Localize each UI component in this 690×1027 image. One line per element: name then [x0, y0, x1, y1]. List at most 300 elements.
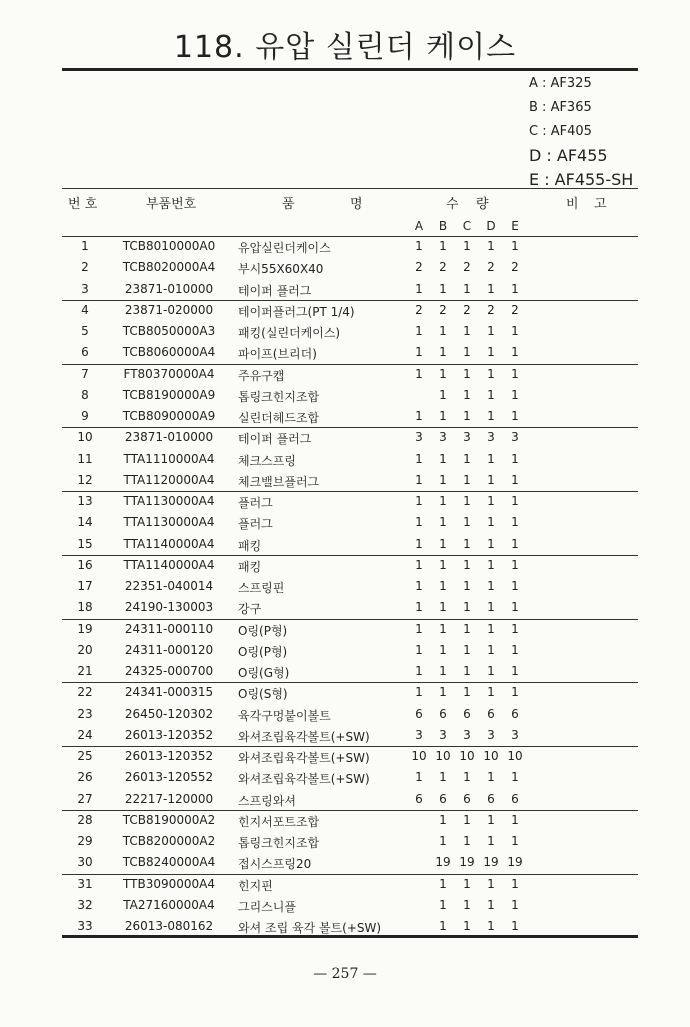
qty-c: 1 [463, 345, 471, 360]
qty-col-a: A [414, 219, 424, 233]
qty-d: 1 [487, 387, 495, 402]
part-name: 와셔 조립 육각 볼트(+SW) [238, 921, 382, 935]
qty-e: 1 [511, 536, 519, 551]
qty-b: 1 [439, 451, 447, 466]
model-a: A : AF325 [529, 76, 592, 91]
part-name: 스프링와셔 [238, 793, 296, 808]
qty-col-d: D [486, 219, 496, 233]
part-number: 24190-130003 [124, 600, 214, 615]
part-name: 체크스프링 [238, 453, 296, 468]
header-name-1: 품 [282, 197, 295, 212]
qty-a: 1 [415, 642, 423, 657]
qty-c: 3 [463, 727, 471, 742]
qty-c: 1 [463, 834, 471, 848]
row-number: 27 [77, 791, 93, 806]
qty-c: 1 [463, 600, 471, 615]
table-row [62, 449, 638, 470]
table-row [62, 704, 638, 725]
qty-e: 3 [511, 727, 519, 742]
qty-a: 10 [411, 749, 427, 763]
qty-d: 1 [487, 366, 495, 381]
qty-b: 1 [439, 387, 447, 402]
row-number: 7 [81, 366, 89, 381]
qty-b: 1 [439, 876, 447, 891]
qty-a: 2 [415, 260, 423, 275]
part-number: TCB8090000A9 [122, 409, 216, 423]
qty-a: 1 [415, 494, 423, 508]
part-name: 힌지서포트조합 [238, 814, 320, 829]
qty-b: 19 [435, 855, 451, 870]
row-number: 31 [77, 876, 93, 891]
qty-e: 1 [511, 409, 519, 423]
table-bottom-rule [62, 935, 638, 938]
qty-col-c: C [462, 219, 472, 233]
qty-e: 3 [511, 430, 519, 445]
part-number: TTA1130000A4 [123, 494, 215, 508]
qty-b: 1 [439, 621, 447, 636]
table-row [62, 236, 638, 257]
qty-d: 1 [487, 557, 495, 572]
qty-e: 1 [511, 664, 519, 678]
qty-a: 1 [415, 472, 423, 487]
qty-b: 1 [439, 685, 447, 700]
qty-b: 1 [439, 494, 447, 508]
row-number: 24 [77, 727, 93, 742]
qty-c: 6 [463, 791, 471, 806]
part-name: 와셔조립육각볼트(+SW) [238, 772, 370, 787]
row-number: 33 [77, 919, 93, 933]
qty-c: 1 [463, 770, 471, 785]
qty-e: 1 [511, 281, 519, 296]
table-row [62, 257, 638, 278]
table-row [62, 789, 638, 810]
qty-b: 6 [439, 706, 447, 721]
qty-d: 1 [487, 536, 495, 551]
row-number: 10 [77, 430, 93, 445]
qty-b: 1 [439, 281, 447, 296]
qty-c: 1 [463, 472, 471, 487]
qty-b: 1 [439, 770, 447, 785]
part-number: TCB8050000A3 [122, 324, 216, 338]
qty-d: 1 [487, 409, 495, 423]
qty-e: 19 [507, 855, 523, 870]
qty-e: 1 [511, 366, 519, 381]
qty-a: 1 [415, 451, 423, 466]
part-number: 23871-020000 [124, 302, 214, 317]
part-number: 24311-000110 [124, 621, 214, 636]
qty-a: 1 [415, 770, 423, 785]
header-no: 번 호 [68, 197, 98, 212]
qty-d: 1 [487, 494, 495, 508]
page-title: 118. 유압 실린더 케이스 [173, 30, 517, 65]
row-number: 1 [81, 239, 89, 253]
row-number: 3 [81, 281, 89, 296]
qty-c: 6 [463, 706, 471, 721]
page-number: — 257 — [313, 966, 377, 982]
qty-e: 1 [511, 239, 519, 253]
table-row [62, 895, 638, 916]
qty-d: 10 [483, 749, 499, 763]
part-number: 24311-000120 [124, 642, 214, 657]
qty-b: 1 [439, 345, 447, 360]
table-row [62, 300, 638, 321]
table-row [62, 576, 638, 597]
qty-b: 1 [439, 409, 447, 423]
qty-a: 6 [415, 791, 423, 806]
qty-b: 1 [439, 834, 447, 848]
title-rule [62, 68, 638, 71]
part-number: 22217-120000 [124, 791, 214, 806]
qty-d: 1 [487, 451, 495, 466]
row-number: 20 [77, 642, 93, 657]
qty-a: 3 [415, 430, 423, 445]
qty-b: 1 [439, 536, 447, 551]
table-row [62, 385, 638, 406]
table-row [62, 682, 638, 703]
qty-e: 1 [511, 642, 519, 657]
qty-a: 1 [415, 366, 423, 381]
table-row [62, 491, 638, 512]
row-number: 17 [77, 579, 93, 593]
part-name: 플러그 [238, 517, 273, 532]
part-name: 플러그 [238, 496, 273, 510]
part-name: 테이퍼플러그(PT 1/4) [238, 304, 355, 319]
qty-b: 6 [439, 791, 447, 806]
qty-e: 1 [511, 451, 519, 466]
part-number: FT80370000A4 [123, 366, 215, 381]
qty-d: 1 [487, 621, 495, 636]
model-d: D : AF455 [529, 146, 608, 165]
qty-d: 1 [487, 834, 495, 848]
qty-e: 1 [511, 515, 519, 530]
qty-b: 1 [439, 515, 447, 530]
qty-d: 1 [487, 239, 495, 253]
part-name: 접시스프링20 [238, 857, 312, 872]
qty-c: 1 [463, 387, 471, 402]
qty-c: 1 [463, 919, 471, 933]
row-number: 32 [77, 897, 93, 912]
qty-d: 1 [487, 770, 495, 785]
qty-c: 1 [463, 621, 471, 636]
table-row [62, 321, 638, 342]
qty-b: 10 [435, 749, 451, 763]
model-b: B : AF365 [529, 100, 592, 115]
table-row [62, 746, 638, 767]
part-number: 26013-120552 [124, 770, 214, 785]
part-name: 유압실린더케이스 [238, 241, 331, 255]
row-number: 12 [77, 472, 93, 487]
qty-c: 1 [463, 515, 471, 530]
table-row [62, 852, 638, 873]
part-number: TA27160000A4 [123, 897, 215, 912]
qty-a: 1 [415, 345, 423, 360]
qty-c: 1 [463, 685, 471, 700]
qty-b: 1 [439, 579, 447, 593]
qty-e: 1 [511, 557, 519, 572]
qty-a: 1 [415, 515, 423, 530]
qty-b: 1 [439, 919, 447, 933]
qty-b: 1 [439, 366, 447, 381]
row-number: 28 [77, 812, 93, 827]
part-name: 와셔조립육각볼트(+SW) [238, 751, 370, 765]
table-row [62, 767, 638, 788]
qty-c: 1 [463, 812, 471, 827]
part-number: 23871-010000 [124, 281, 214, 296]
qty-a: 1 [415, 536, 423, 551]
row-number: 18 [77, 600, 93, 615]
qty-d: 1 [487, 281, 495, 296]
header-qty-1: 수 [446, 197, 459, 212]
qty-a: 6 [415, 706, 423, 721]
qty-b: 1 [439, 239, 447, 253]
part-name: 체크밸브플러그 [238, 474, 320, 489]
table-row [62, 534, 638, 555]
header-remark-2: 고 [594, 197, 607, 212]
row-number: 15 [77, 536, 93, 551]
part-name: 테이퍼 플러그 [238, 283, 312, 298]
qty-a: 1 [415, 600, 423, 615]
qty-b: 1 [439, 897, 447, 912]
qty-a: 1 [415, 281, 423, 296]
qty-c: 1 [463, 897, 471, 912]
row-number: 9 [81, 409, 89, 423]
qty-a: 1 [415, 621, 423, 636]
table-row [62, 831, 638, 852]
qty-e: 1 [511, 812, 519, 827]
qty-e: 1 [511, 494, 519, 508]
qty-d: 1 [487, 345, 495, 360]
qty-c: 1 [463, 451, 471, 466]
qty-d: 19 [483, 855, 499, 870]
qty-c: 1 [463, 281, 471, 296]
qty-e: 2 [511, 302, 519, 317]
qty-b: 1 [439, 600, 447, 615]
model-c: C : AF405 [529, 124, 592, 139]
qty-d: 1 [487, 812, 495, 827]
qty-e: 1 [511, 897, 519, 912]
qty-b: 1 [439, 472, 447, 487]
header-remark-1: 비 [566, 197, 579, 212]
row-number: 8 [81, 387, 89, 402]
part-name: 주유구캡 [238, 368, 285, 383]
table-row [62, 470, 638, 491]
qty-e: 1 [511, 770, 519, 785]
qty-e: 1 [511, 600, 519, 615]
qty-d: 1 [487, 324, 495, 338]
table-row [62, 661, 638, 682]
row-number: 4 [81, 302, 89, 317]
model-legend [529, 72, 633, 192]
qty-c: 1 [463, 664, 471, 678]
part-name: O링(P형) [238, 623, 288, 638]
part-number: 26450-120302 [124, 706, 214, 721]
part-name: 톱링크힌지조합 [238, 836, 320, 850]
header-qty-2: 량 [476, 197, 489, 212]
qty-b: 1 [439, 642, 447, 657]
table-row [62, 916, 638, 937]
qty-d: 3 [487, 727, 495, 742]
part-number: TCB8240000A4 [122, 855, 216, 870]
qty-d: 1 [487, 876, 495, 891]
part-name: 패킹(실린더케이스) [238, 326, 341, 340]
qty-e: 1 [511, 324, 519, 338]
qty-a: 1 [415, 664, 423, 678]
table-row [62, 810, 638, 831]
part-number: TTB3090000A4 [123, 876, 215, 891]
table-row [62, 512, 638, 533]
header-part-number: 부품번호 [146, 197, 197, 212]
qty-c: 1 [463, 409, 471, 423]
part-number: 26013-080162 [124, 919, 214, 933]
qty-c: 2 [463, 302, 471, 317]
part-number: TTA1140000A4 [123, 557, 215, 572]
qty-c: 3 [463, 430, 471, 445]
part-number: 24341-000315 [124, 685, 214, 700]
model-e: E : AF455-SH [529, 170, 634, 189]
qty-d: 2 [487, 260, 495, 275]
part-number: TCB8060000A4 [122, 345, 216, 360]
part-number: TCB8020000A4 [122, 260, 216, 275]
row-number: 19 [77, 621, 93, 636]
qty-d: 1 [487, 685, 495, 700]
part-name: 파이프(브리더) [238, 347, 317, 362]
qty-col-e: E [511, 219, 519, 233]
qty-a: 1 [415, 324, 423, 338]
row-number: 2 [81, 260, 89, 275]
qty-c: 1 [463, 366, 471, 381]
part-number: 22351-040014 [124, 579, 214, 593]
qty-d: 1 [487, 515, 495, 530]
qty-c: 1 [463, 324, 471, 338]
qty-b: 1 [439, 557, 447, 572]
table-row [62, 874, 638, 895]
qty-a: 1 [415, 409, 423, 423]
table-row [62, 640, 638, 661]
qty-c: 1 [463, 536, 471, 551]
table-row [62, 364, 638, 385]
qty-a: 1 [415, 685, 423, 700]
qty-c: 10 [459, 749, 475, 763]
qty-b: 3 [439, 430, 447, 445]
qty-a: 1 [415, 579, 423, 593]
qty-e: 1 [511, 685, 519, 700]
qty-c: 19 [459, 855, 475, 870]
qty-a: 1 [415, 239, 423, 253]
part-number: TTA1120000A4 [123, 472, 215, 487]
part-name: 스프링핀 [238, 581, 285, 595]
qty-e: 6 [511, 791, 519, 806]
part-number: 26013-120352 [124, 749, 214, 763]
qty-d: 1 [487, 664, 495, 678]
part-name: 테이퍼 플러그 [238, 432, 312, 447]
qty-d: 2 [487, 302, 495, 317]
row-number: 30 [77, 855, 93, 870]
qty-e: 1 [511, 472, 519, 487]
row-number: 23 [77, 706, 93, 721]
qty-c: 1 [463, 494, 471, 508]
row-number: 26 [77, 770, 93, 785]
part-number: 23871-010000 [124, 430, 214, 445]
part-name: 강구 [238, 602, 262, 617]
part-number: TTA1110000A4 [123, 451, 215, 466]
qty-c: 1 [463, 642, 471, 657]
row-number: 6 [81, 345, 89, 360]
qty-b: 1 [439, 812, 447, 827]
qty-e: 1 [511, 579, 519, 593]
table-row [62, 406, 638, 427]
qty-e: 1 [511, 834, 519, 848]
qty-d: 1 [487, 919, 495, 933]
row-number: 25 [77, 749, 93, 763]
part-number: TTA1140000A4 [123, 536, 215, 551]
qty-c: 1 [463, 239, 471, 253]
part-name: 그리스니플 [238, 899, 296, 914]
qty-a: 1 [415, 557, 423, 572]
part-name: 부시55X60X40 [238, 262, 324, 277]
row-number: 13 [77, 494, 93, 508]
qty-e: 1 [511, 387, 519, 402]
qty-c: 2 [463, 260, 471, 275]
qty-d: 3 [487, 430, 495, 445]
row-number: 21 [77, 664, 93, 678]
part-name: 패킹 [238, 538, 262, 553]
part-number: TCB8200000A2 [122, 834, 216, 848]
part-name: O링(S형) [238, 687, 288, 702]
row-number: 11 [77, 451, 93, 466]
table-row [62, 279, 638, 300]
part-number: TTA1130000A4 [123, 515, 215, 530]
table-row [62, 725, 638, 746]
part-number: 26013-120352 [124, 727, 214, 742]
qty-e: 1 [511, 919, 519, 933]
header-name-2: 명 [350, 197, 363, 212]
part-name: O링(G형) [238, 666, 290, 680]
qty-d: 1 [487, 579, 495, 593]
row-number: 22 [77, 685, 93, 700]
part-number: TCB8190000A2 [122, 812, 216, 827]
row-number: 16 [77, 557, 93, 572]
row-number: 5 [81, 324, 89, 338]
part-name: 힌지핀 [238, 878, 273, 893]
part-name: 육각구멍붙이볼트 [238, 708, 331, 723]
table-row [62, 619, 638, 640]
row-number: 14 [77, 515, 93, 530]
part-name: 톱링크힌지조합 [238, 389, 320, 404]
row-number: 29 [77, 834, 93, 848]
qty-d: 6 [487, 706, 495, 721]
qty-b: 1 [439, 664, 447, 678]
qty-a: 2 [415, 302, 423, 317]
part-number: TCB8190000A9 [122, 387, 216, 402]
table-row [62, 555, 638, 576]
qty-b: 3 [439, 727, 447, 742]
qty-c: 1 [463, 557, 471, 572]
qty-d: 1 [487, 472, 495, 487]
table-row [62, 597, 638, 618]
part-name: O링(P형) [238, 644, 288, 659]
header-rule [62, 188, 638, 189]
part-name: 실린더헤드조합 [238, 411, 320, 425]
table-row [62, 427, 638, 448]
qty-e: 1 [511, 876, 519, 891]
qty-b: 2 [439, 302, 447, 317]
qty-d: 6 [487, 791, 495, 806]
table-row [62, 342, 638, 363]
part-name: 와셔조립육각볼트(+SW) [238, 729, 370, 744]
qty-d: 1 [487, 897, 495, 912]
qty-d: 1 [487, 600, 495, 615]
qty-e: 10 [507, 749, 523, 763]
